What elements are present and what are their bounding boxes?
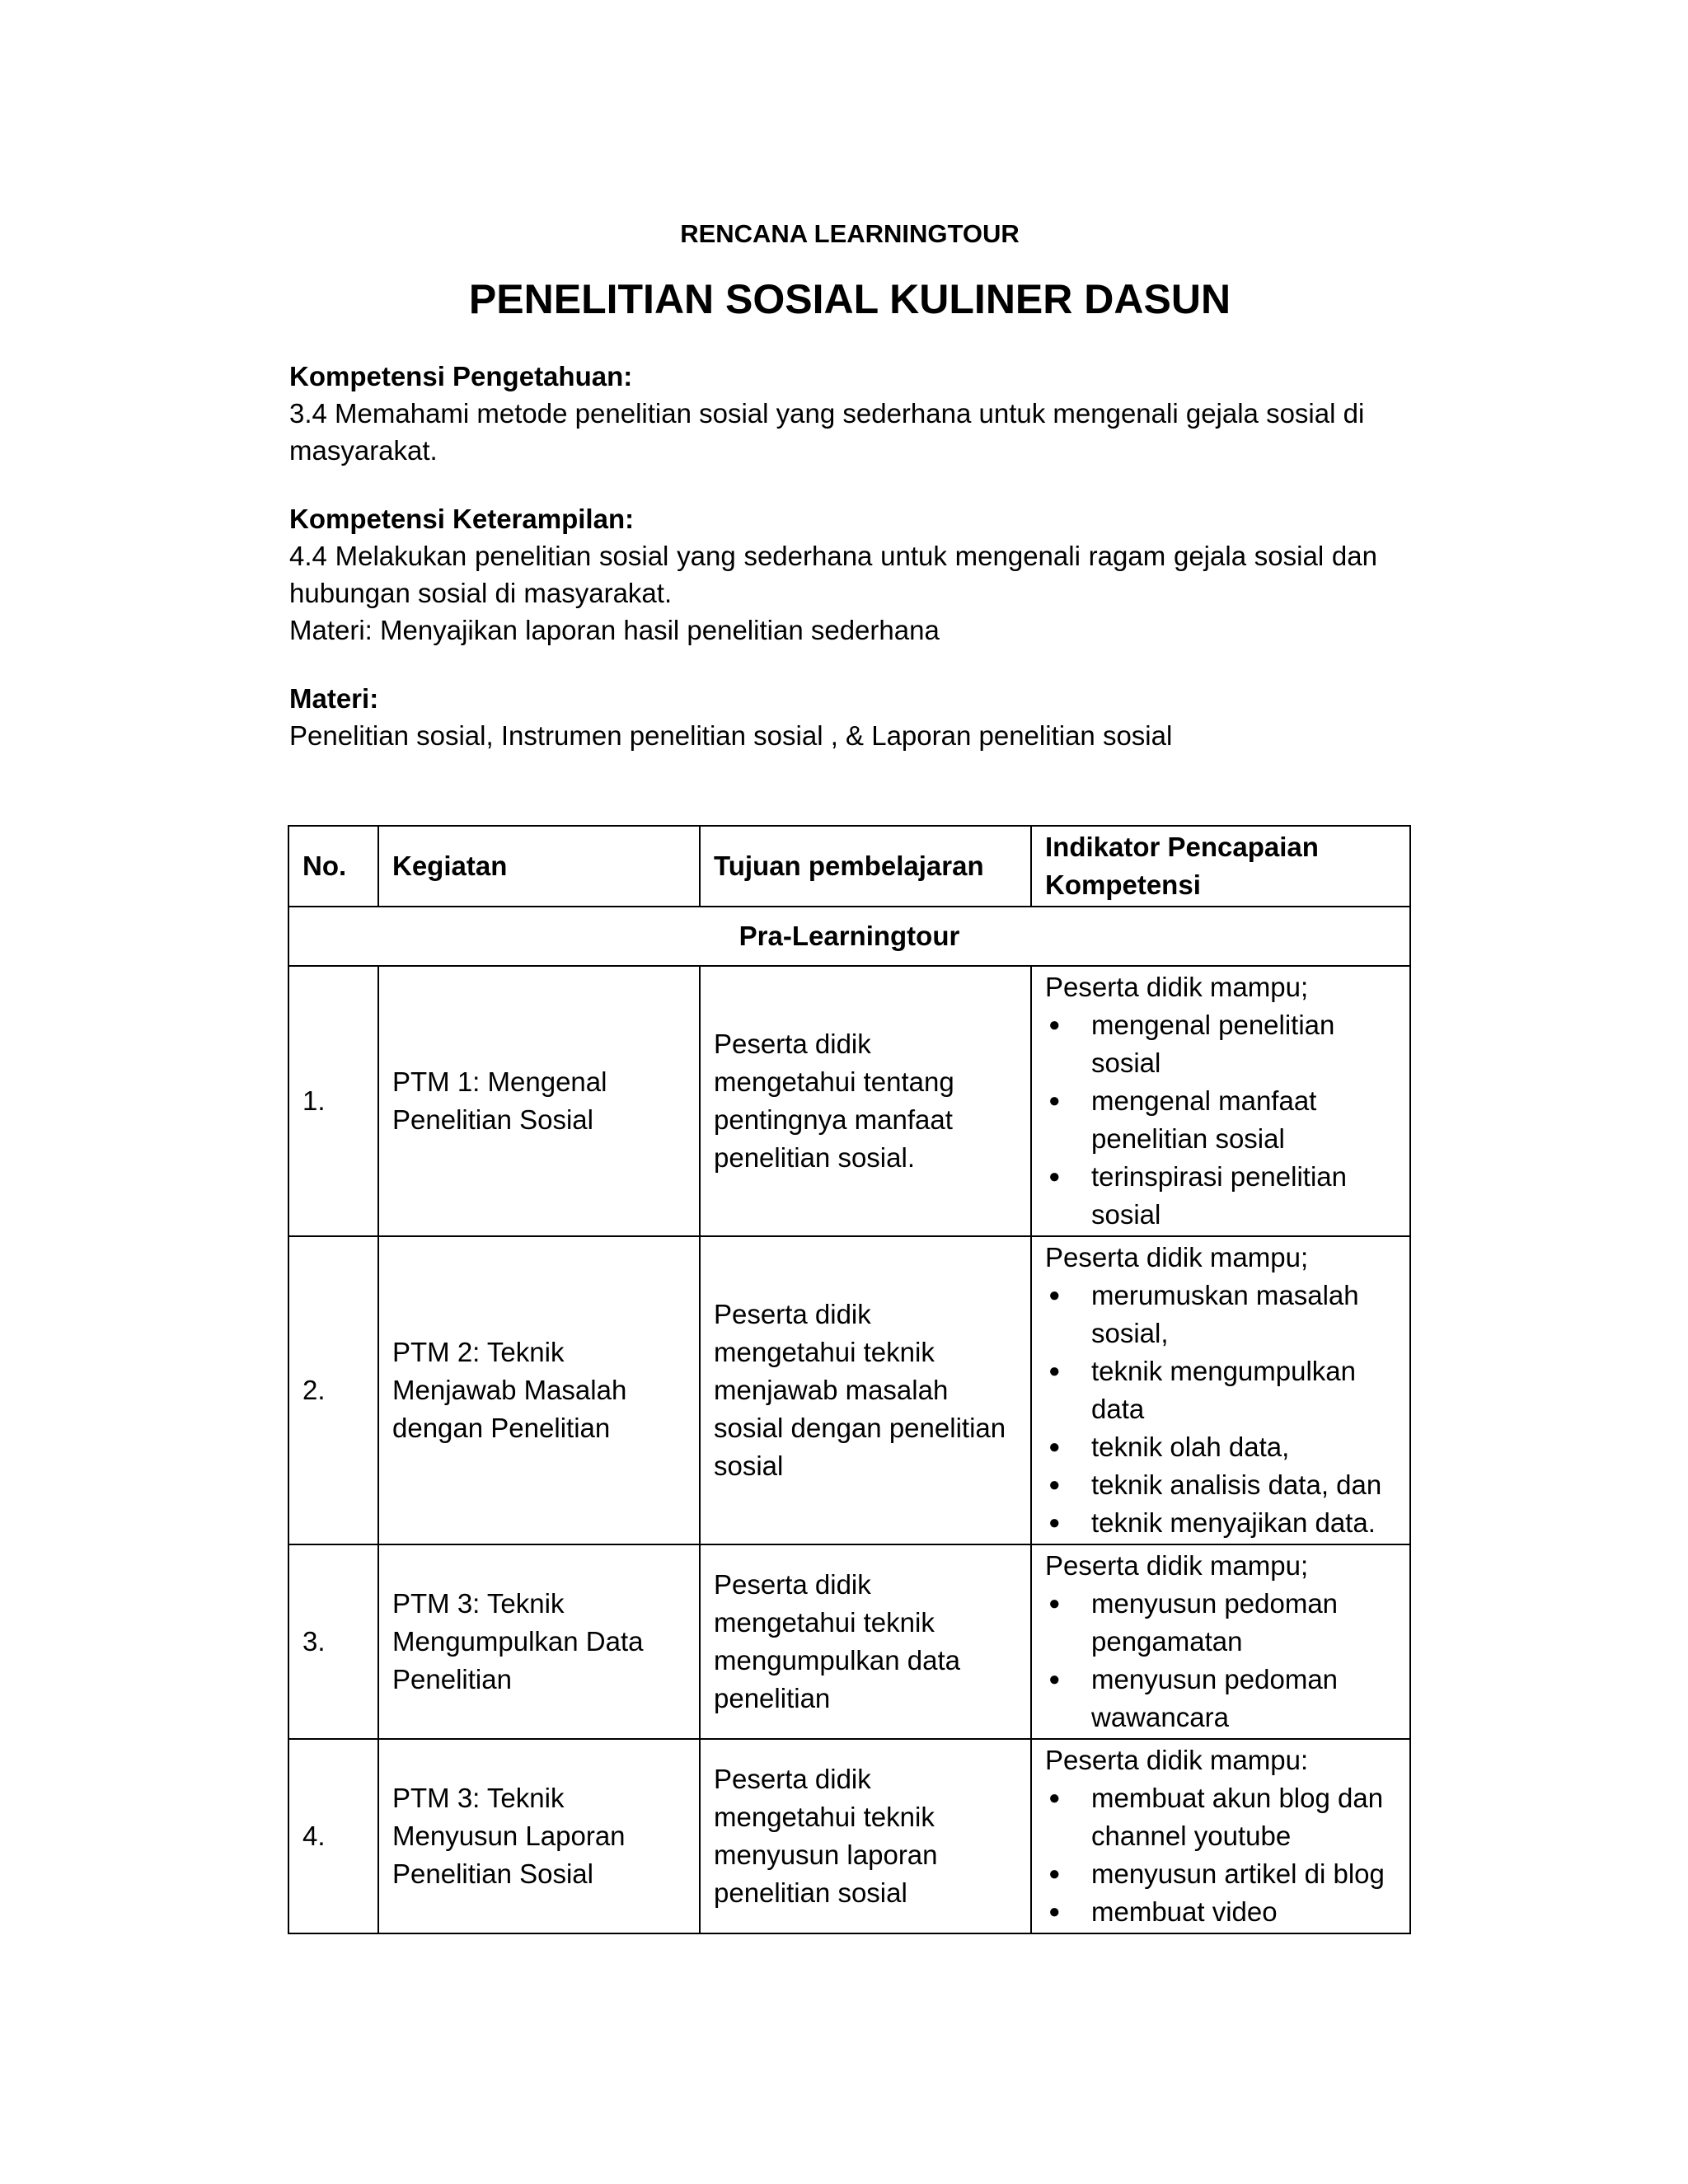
table-row <box>288 1544 1410 1739</box>
indikator-intro: Peserta didik mampu; <box>1045 972 1309 1002</box>
list-item-text: menyusun artikel di blog <box>1091 1858 1385 1889</box>
bullet-icon: ● <box>1048 1900 1061 1923</box>
list-item <box>1045 1466 1396 1504</box>
list-item <box>1045 1661 1396 1736</box>
row-number: 4. <box>288 1739 378 1933</box>
row-indikator <box>1031 1739 1410 1933</box>
materi-heading: Materi: <box>289 683 379 714</box>
indikator-list <box>1045 1006 1396 1234</box>
kompetensi-pengetahuan-section <box>289 358 1410 469</box>
header-indikator: Indikator Pencapaian Kompetensi <box>1031 826 1410 907</box>
row-tujuan: Peserta didik mengetahui teknik menjawab masalah sosial dengan penelitian sosial <box>700 1236 1031 1544</box>
list-item <box>1045 1893 1396 1931</box>
kompetensi-keterampilan-heading: Kompetensi Keterampilan: <box>289 504 635 534</box>
bullet-icon: ● <box>1048 1436 1061 1458</box>
list-item-text: membuat video <box>1091 1896 1278 1927</box>
indikator-list <box>1045 1585 1396 1736</box>
kompetensi-pengetahuan-heading: Kompetensi Pengetahuan: <box>289 361 633 391</box>
document-kicker: RENCANA LEARNINGTOUR <box>680 219 1020 248</box>
row-number: 2. <box>288 1236 378 1544</box>
bullet-icon: ● <box>1048 1474 1061 1496</box>
row-indikator <box>1031 966 1410 1236</box>
list-item <box>1045 1158 1396 1234</box>
row-kegiatan: PTM 3: Teknik Menyusun Laporan Penelitian Sosial <box>378 1739 700 1933</box>
kompetensi-keterampilan-text: 4.4 Melakukan penelitian sosial yang sederhana untuk mengenali ragam gejala sosial dan hubungan sosial di masyarakat. <box>289 541 1377 608</box>
indikator-list <box>1045 1779 1396 1931</box>
indikator-intro: Peserta didik mampu: <box>1045 1745 1309 1775</box>
bullet-icon: ● <box>1048 1014 1061 1036</box>
header-kegiatan: Kegiatan <box>378 826 700 907</box>
table-row <box>288 1236 1410 1544</box>
list-item <box>1045 1779 1396 1855</box>
list-item-text: menyusun pedoman pengamatan <box>1091 1588 1339 1657</box>
materi-line: Materi: Menyajikan laporan hasil penelitian sederhana <box>289 615 940 645</box>
list-item <box>1045 1428 1396 1466</box>
list-item-text: teknik analisis data, dan <box>1091 1469 1382 1500</box>
bullet-icon: ● <box>1048 1090 1061 1112</box>
row-kegiatan: PTM 2: Teknik Menjawab Masalah dengan Penelitian <box>378 1236 700 1544</box>
list-item <box>1045 1352 1396 1428</box>
table-row <box>288 966 1410 1236</box>
phase-label: Pra-Learningtour <box>288 907 1410 966</box>
list-item <box>1045 1277 1396 1352</box>
list-item <box>1045 1585 1396 1661</box>
materi-text: Penelitian sosial, Instrumen penelitian sosial , & Laporan penelitian sosial <box>289 720 1173 751</box>
kompetensi-pengetahuan-text: 3.4 Memahami metode penelitian sosial yang sederhana untuk mengenali gejala sosial di masyarakat. <box>289 398 1365 466</box>
list-item-text: teknik olah data, <box>1091 1432 1290 1462</box>
list-item-text: mengenal manfaat penelitian sosial <box>1091 1085 1317 1154</box>
table-row <box>288 1739 1410 1933</box>
document-page <box>289 216 1410 754</box>
header-tujuan: Tujuan pembelajaran <box>700 826 1031 907</box>
list-item-text: membuat akun blog dan channel youtube <box>1091 1783 1384 1851</box>
list-item-text: terinspirasi penelitian sosial <box>1091 1161 1348 1230</box>
list-item-text: teknik mengumpulkan data <box>1091 1356 1357 1424</box>
row-indikator <box>1031 1236 1410 1544</box>
list-item <box>1045 1082 1396 1158</box>
list-item-text: mengenal penelitian sosial <box>1091 1010 1335 1078</box>
list-item <box>1045 1855 1396 1893</box>
list-item <box>1045 1504 1396 1542</box>
indikator-intro: Peserta didik mampu; <box>1045 1242 1309 1272</box>
indikator-intro: Peserta didik mampu; <box>1045 1550 1309 1581</box>
row-indikator <box>1031 1544 1410 1739</box>
materi-section <box>289 680 1410 754</box>
row-tujuan: Peserta didik mengetahui teknik mengumpulkan data penelitian <box>700 1544 1031 1739</box>
table-header-row <box>288 826 1410 907</box>
list-item-text: merumuskan masalah sosial, <box>1091 1280 1359 1348</box>
learning-plan-table <box>288 825 1411 1934</box>
row-number: 1. <box>288 966 378 1236</box>
row-number: 3. <box>288 1544 378 1739</box>
bullet-icon: ● <box>1048 1787 1061 1809</box>
bullet-icon: ● <box>1048 1863 1061 1885</box>
bullet-icon: ● <box>1048 1165 1061 1188</box>
kompetensi-keterampilan-section <box>289 500 1410 649</box>
document-title: PENELITIAN SOSIAL KULINER DASUN <box>468 276 1231 322</box>
header-no: No. <box>288 826 378 907</box>
indikator-list <box>1045 1277 1396 1542</box>
row-tujuan: Peserta didik mengetahui teknik menyusun laporan penelitian sosial <box>700 1739 1031 1933</box>
list-item-text: teknik menyajikan data. <box>1091 1507 1376 1538</box>
bullet-icon: ● <box>1048 1592 1061 1615</box>
bullet-icon: ● <box>1048 1511 1061 1534</box>
phase-row <box>288 907 1410 966</box>
row-tujuan: Peserta didik mengetahui tentang pentingnya manfaat penelitian sosial. <box>700 966 1031 1236</box>
bullet-icon: ● <box>1048 1360 1061 1382</box>
list-item-text: menyusun pedoman wawancara <box>1091 1664 1339 1732</box>
bullet-icon: ● <box>1048 1284 1061 1306</box>
bullet-icon: ● <box>1048 1668 1061 1690</box>
row-kegiatan: PTM 3: Teknik Mengumpulkan Data Penelitian <box>378 1544 700 1739</box>
row-kegiatan: PTM 1: Mengenal Penelitian Sosial <box>378 966 700 1236</box>
list-item <box>1045 1006 1396 1082</box>
